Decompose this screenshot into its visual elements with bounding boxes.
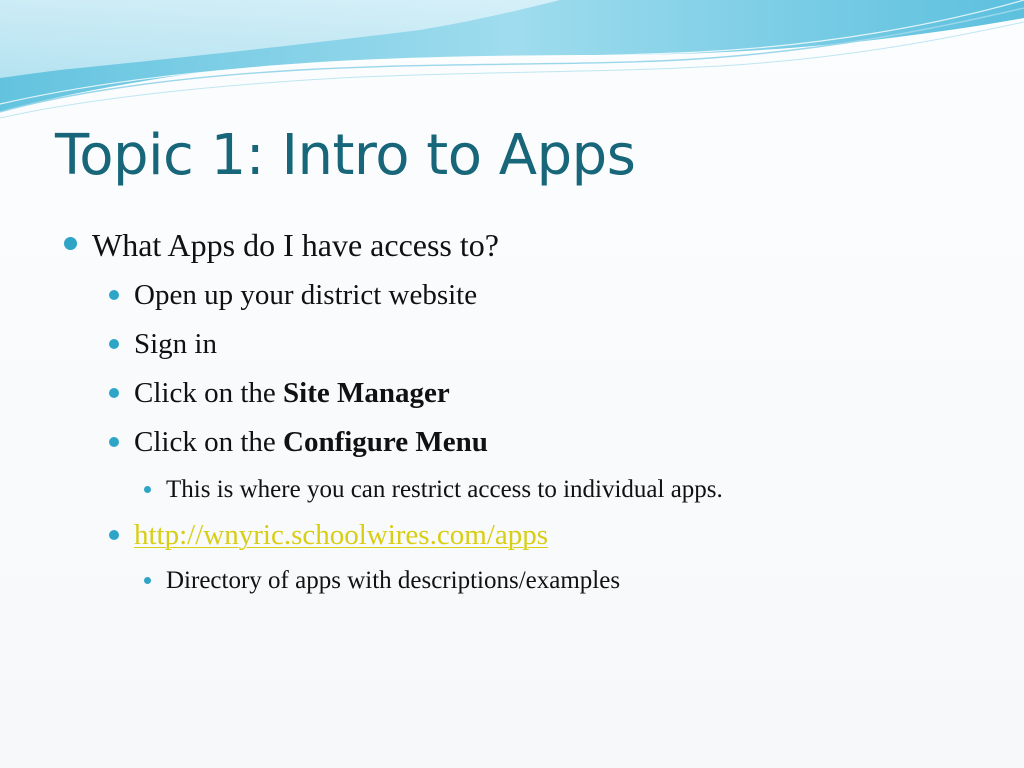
bullet-dot-icon [109,388,119,398]
bullet-text: Directory of apps with descriptions/examples [166,567,621,594]
bullet-dot-icon [144,577,151,584]
bullet-site-manager [134,379,450,408]
bullet-dot-icon [109,530,119,540]
apps-directory-link[interactable]: http://wnyric.schoolwires.com/apps [134,519,548,551]
bullet-sign-in [134,330,217,359]
bullet-directory [166,568,620,593]
bullet-apps-link [134,521,548,550]
bullet-restrict-access [166,477,723,502]
bullet-text: Open up your district website [134,279,478,311]
bullet-text: This is where you can restrict access to individual apps. [166,476,723,503]
bullet-dot-icon [109,339,119,349]
bullet-dot-icon [144,486,151,493]
bullet-text: Click on the [134,426,284,458]
bullet-text: Click on the [134,377,284,409]
slide-title: Topic 1: Intro to Apps [55,123,636,188]
bullet-bold-text: Configure Menu [283,426,488,458]
bullet-text: What Apps do I have access to? [92,227,499,263]
bullet-dot-icon [64,237,77,250]
bullet-open-website [134,281,477,310]
bullet-dot-icon [109,437,119,447]
header-wave-decoration [0,0,1024,130]
bullet-text: Sign in [134,328,217,360]
bullet-bold-text: Site Manager [283,377,450,409]
bullet-apps-access [92,229,499,261]
bullet-configure-menu [134,428,488,457]
bullet-dot-icon [109,290,119,300]
